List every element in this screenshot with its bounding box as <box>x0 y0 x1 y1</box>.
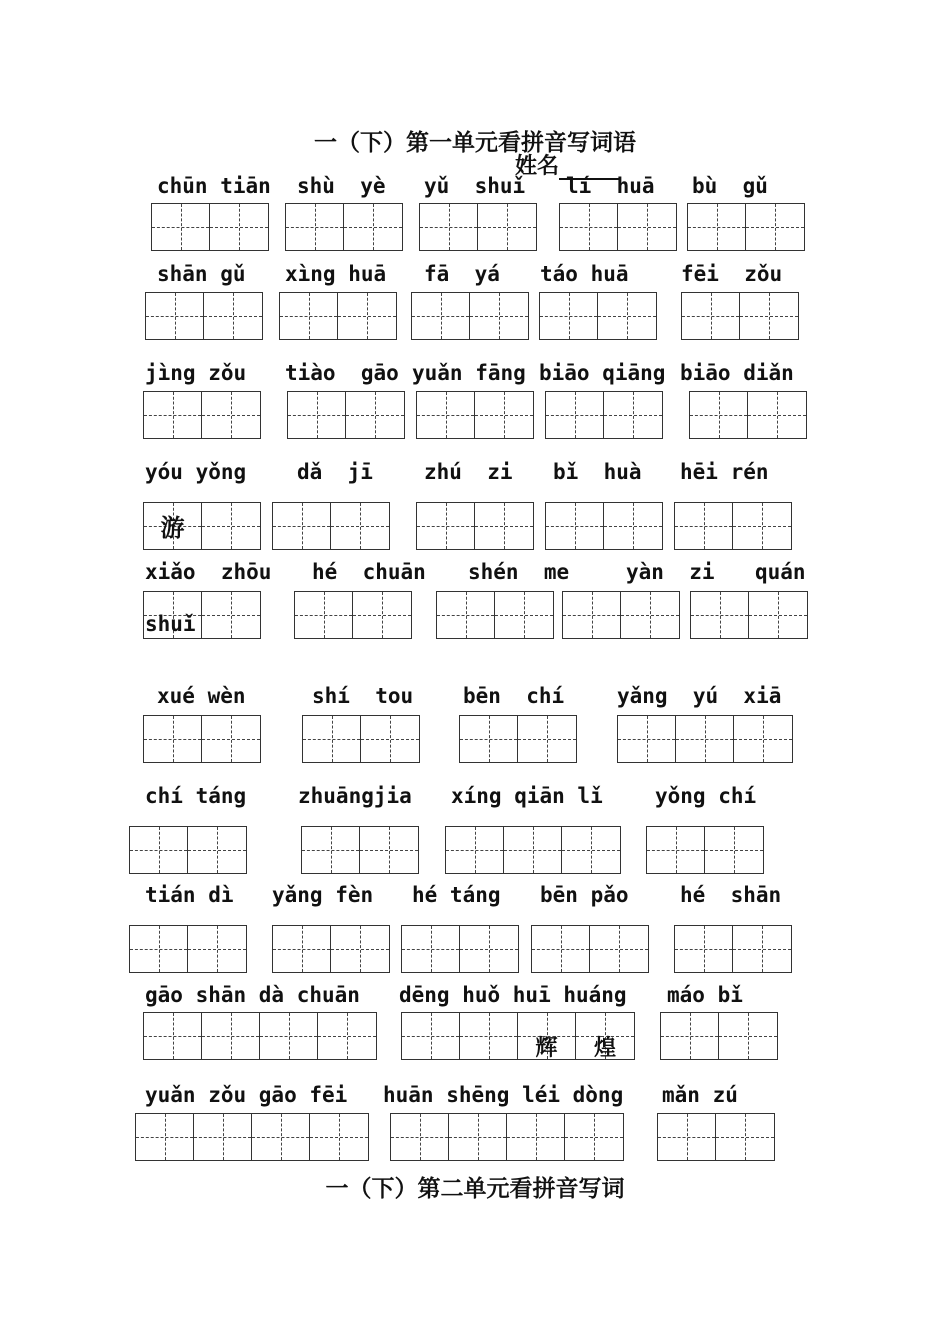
tianzige-box[interactable] <box>145 292 263 340</box>
tianzige-box[interactable] <box>416 391 534 439</box>
writing-cell[interactable] <box>252 1114 310 1160</box>
writing-cell[interactable] <box>546 503 604 549</box>
pinyin-prompt: hé shān <box>680 883 782 907</box>
tianzige-box[interactable] <box>690 591 808 639</box>
writing-cell[interactable] <box>202 592 260 638</box>
tianzige-box[interactable] <box>401 1012 635 1060</box>
writing-cell[interactable] <box>446 827 504 873</box>
writing-cell[interactable] <box>475 503 533 549</box>
pinyin-prompt: quán <box>755 560 806 584</box>
writing-cell[interactable] <box>598 293 656 339</box>
writing-cell[interactable] <box>518 716 576 762</box>
tianzige-box[interactable] <box>411 292 529 340</box>
writing-cell[interactable] <box>661 1013 719 1059</box>
pinyin-prompt: bù gǔ <box>692 174 768 198</box>
writing-cell[interactable] <box>749 592 807 638</box>
pinyin-prompt: máo bǐ <box>667 983 743 1007</box>
worksheet-title: 一（下）第一单元看拼音写词语 <box>314 129 636 156</box>
tianzige-box[interactable] <box>545 502 663 550</box>
writing-cell[interactable] <box>690 392 748 438</box>
pinyin-prompt: zhú zi <box>424 460 513 484</box>
pinyin-prompt: fā yá <box>424 262 500 286</box>
writing-cell[interactable] <box>682 293 740 339</box>
tianzige-box[interactable] <box>646 826 764 874</box>
writing-cell[interactable] <box>621 592 679 638</box>
pinyin-prompt: chí táng <box>145 784 247 808</box>
writing-cell[interactable] <box>560 204 618 250</box>
pinyin-prompt: xiǎo zhōu <box>145 560 272 584</box>
pinyin-prompt: biāo diǎn <box>680 361 794 385</box>
pinyin-prompt: shí tou <box>312 684 414 708</box>
writing-cell[interactable] <box>144 716 202 762</box>
tianzige-box[interactable] <box>143 591 261 639</box>
tianzige-box[interactable] <box>302 715 420 763</box>
filled-character: 辉 <box>535 1035 558 1061</box>
tianzige-box[interactable] <box>135 1113 369 1161</box>
tianzige-box[interactable] <box>559 203 677 251</box>
writing-cell[interactable] <box>136 1114 194 1160</box>
writing-cell[interactable] <box>286 204 344 250</box>
filled-character: 煌 <box>593 1035 616 1061</box>
writing-cell[interactable] <box>260 1013 318 1059</box>
writing-cell[interactable] <box>310 1114 368 1160</box>
writing-cell[interactable] <box>658 1114 716 1160</box>
writing-cell[interactable] <box>188 926 246 972</box>
tianzige-box[interactable] <box>129 826 247 874</box>
pinyin-prompt: tiào gāo <box>285 361 399 385</box>
tianzige-box[interactable] <box>151 203 269 251</box>
writing-cell[interactable] <box>618 204 676 250</box>
writing-cell[interactable] <box>194 1114 252 1160</box>
writing-cell[interactable] <box>470 293 528 339</box>
writing-cell[interactable] <box>391 1114 449 1160</box>
tianzige-box[interactable] <box>436 591 554 639</box>
writing-cell[interactable] <box>705 827 763 873</box>
writing-cell[interactable] <box>295 592 353 638</box>
writing-cell[interactable] <box>144 392 202 438</box>
tianzige-box[interactable] <box>539 292 657 340</box>
writing-cell[interactable] <box>302 827 360 873</box>
tianzige-box[interactable] <box>617 715 793 763</box>
filled-character: 游 <box>160 513 185 542</box>
pinyin-prompt: dēng huǒ huī huáng <box>399 983 627 1007</box>
pinyin-prompt: lí huā <box>566 174 655 198</box>
writing-cell[interactable] <box>449 1114 507 1160</box>
pinyin-prompt: hé táng <box>412 883 501 907</box>
tianzige-box[interactable] <box>689 391 807 439</box>
pinyin-prompt: bēn pǎo <box>540 883 629 907</box>
pinyin-prompt: dǎ jī <box>297 460 373 484</box>
pinyin-prompt: huān shēng léi dòng <box>383 1083 624 1107</box>
writing-cell[interactable] <box>353 592 411 638</box>
tianzige-box[interactable] <box>143 715 261 763</box>
pinyin-prompt: bēn chí <box>463 684 565 708</box>
writing-cell[interactable] <box>565 1114 623 1160</box>
pinyin-prompt: yuǎn zǒu gāo fēi <box>145 1083 348 1107</box>
pinyin-prompt: hēi rén <box>680 460 769 484</box>
pinyin-prompt: yóu yǒng <box>145 460 247 484</box>
writing-cell[interactable] <box>604 503 662 549</box>
pinyin-prompt: yàn zi <box>626 560 715 584</box>
pinyin-prompt: fēi zǒu <box>681 262 783 286</box>
writing-cell[interactable] <box>331 926 389 972</box>
writing-cell[interactable] <box>210 204 268 250</box>
writing-cell[interactable] <box>507 1114 565 1160</box>
writing-cell[interactable] <box>618 716 676 762</box>
tianzige-box[interactable] <box>445 826 621 874</box>
writing-cell[interactable] <box>130 926 188 972</box>
pinyin-prompt: hé chuān <box>312 560 426 584</box>
pinyin-prompt: jìng zǒu <box>145 361 247 385</box>
writing-cell[interactable] <box>478 204 536 250</box>
writing-cell[interactable] <box>532 926 590 972</box>
tianzige-box[interactable] <box>674 925 792 973</box>
writing-cell[interactable] <box>303 716 361 762</box>
writing-cell[interactable] <box>288 392 346 438</box>
pinyin-prompt: zhuāngjia <box>298 784 412 808</box>
writing-cell[interactable] <box>437 592 495 638</box>
pinyin-prompt: xíng qiān lǐ <box>451 784 603 808</box>
tianzige-box[interactable] <box>143 1012 377 1060</box>
writing-cell[interactable] <box>318 1013 376 1059</box>
writing-cell[interactable] <box>402 926 460 972</box>
writing-cell[interactable] <box>460 926 518 972</box>
writing-cell[interactable] <box>748 392 806 438</box>
tianzige-box[interactable] <box>419 203 537 251</box>
tianzige-box[interactable] <box>129 925 247 973</box>
pinyin-prompt: yuǎn fāng <box>412 361 526 385</box>
writing-cell[interactable] <box>331 503 389 549</box>
writing-cell[interactable] <box>144 1013 202 1059</box>
name-label: 姓名 <box>515 153 560 179</box>
writing-cell[interactable] <box>563 592 621 638</box>
writing-cell[interactable] <box>691 592 749 638</box>
writing-cell[interactable] <box>344 204 402 250</box>
writing-cell[interactable] <box>475 392 533 438</box>
tianzige-box[interactable] <box>681 292 799 340</box>
writing-cell[interactable] <box>273 926 331 972</box>
writing-cell[interactable] <box>202 392 260 438</box>
tianzige-box[interactable] <box>287 391 405 439</box>
writing-cell[interactable] <box>647 827 705 873</box>
writing-cell[interactable] <box>675 503 733 549</box>
pinyin-prompt: shù yè <box>297 174 386 198</box>
writing-cell[interactable] <box>675 926 733 972</box>
writing-cell[interactable] <box>420 204 478 250</box>
pinyin-prompt: xué wèn <box>157 684 246 708</box>
tianzige-box[interactable] <box>660 1012 778 1060</box>
writing-cell[interactable] <box>417 392 475 438</box>
pinyin-prompt: biāo qiāng <box>539 361 666 385</box>
tianzige-box[interactable] <box>545 391 663 439</box>
tianzige-box[interactable] <box>272 925 390 973</box>
pinyin-prompt: yǎng yú xiā <box>617 684 782 708</box>
writing-cell[interactable] <box>146 293 204 339</box>
writing-cell[interactable] <box>202 503 260 549</box>
writing-cell[interactable] <box>417 503 475 549</box>
next-unit-title: 一（下）第二单元看拼音写词 <box>325 1175 625 1202</box>
tianzige-box[interactable] <box>272 502 390 550</box>
writing-cell[interactable] <box>733 503 791 549</box>
writing-cell[interactable] <box>733 926 791 972</box>
writing-cell[interactable] <box>130 827 188 873</box>
writing-cell[interactable] <box>152 204 210 250</box>
pinyin-prompt: yǎng fèn <box>272 883 374 907</box>
writing-cell[interactable] <box>546 392 604 438</box>
tianzige-box[interactable] <box>390 1113 624 1161</box>
writing-cell[interactable] <box>676 716 734 762</box>
writing-cell[interactable] <box>590 926 648 972</box>
tianzige-box[interactable] <box>416 502 534 550</box>
writing-cell[interactable] <box>495 592 553 638</box>
writing-cell[interactable] <box>719 1013 777 1059</box>
writing-cell[interactable] <box>518 1013 576 1059</box>
writing-cell[interactable] <box>540 293 598 339</box>
pinyin-prompt: tián dì <box>145 883 234 907</box>
tianzige-box[interactable] <box>562 591 680 639</box>
tianzige-box[interactable] <box>279 292 397 340</box>
writing-cell[interactable] <box>204 293 262 339</box>
writing-cell[interactable] <box>688 204 746 250</box>
writing-cell[interactable] <box>460 716 518 762</box>
pinyin-prompt: táo huā <box>540 262 629 286</box>
writing-cell[interactable] <box>280 293 338 339</box>
tianzige-box[interactable] <box>687 203 805 251</box>
pinyin-prompt: mǎn zú <box>662 1083 738 1107</box>
pinyin-prompt: chūn tiān <box>157 174 271 198</box>
pinyin-prompt: gāo shān dà chuān <box>145 983 360 1007</box>
writing-cell[interactable] <box>604 392 662 438</box>
writing-cell[interactable] <box>740 293 798 339</box>
writing-cell[interactable] <box>273 503 331 549</box>
writing-cell[interactable] <box>338 293 396 339</box>
writing-cell[interactable] <box>402 1013 460 1059</box>
writing-cell[interactable] <box>346 392 404 438</box>
pinyin-prompt: yǔ shuǐ <box>424 174 526 198</box>
tianzige-box[interactable] <box>459 715 577 763</box>
writing-cell[interactable] <box>734 716 792 762</box>
pinyin-prompt: bǐ huà <box>553 460 642 484</box>
writing-cell[interactable] <box>202 1013 260 1059</box>
pinyin-prompt: yǒng chí <box>655 784 757 808</box>
writing-cell[interactable] <box>746 204 804 250</box>
tianzige-box[interactable] <box>657 1113 775 1161</box>
writing-cell[interactable] <box>504 827 562 873</box>
tianzige-box[interactable] <box>294 591 412 639</box>
writing-cell[interactable] <box>576 1013 634 1059</box>
writing-cell[interactable] <box>460 1013 518 1059</box>
writing-cell[interactable] <box>188 827 246 873</box>
filled-pinyin: shuǐ <box>145 612 196 636</box>
writing-cell[interactable] <box>412 293 470 339</box>
tianzige-box[interactable] <box>301 826 419 874</box>
tianzige-box[interactable] <box>143 391 261 439</box>
tianzige-box[interactable] <box>143 502 261 550</box>
pinyin-prompt: shén me <box>468 560 570 584</box>
writing-cell[interactable] <box>144 503 202 549</box>
writing-cell[interactable] <box>144 592 202 638</box>
tianzige-box[interactable] <box>674 502 792 550</box>
writing-cell[interactable] <box>202 716 260 762</box>
tianzige-box[interactable] <box>401 925 519 973</box>
tianzige-box[interactable] <box>531 925 649 973</box>
tianzige-box[interactable] <box>285 203 403 251</box>
writing-cell[interactable] <box>360 827 418 873</box>
writing-cell[interactable] <box>361 716 419 762</box>
writing-cell[interactable] <box>562 827 620 873</box>
pinyin-prompt: shān gǔ <box>157 262 246 286</box>
writing-cell[interactable] <box>716 1114 774 1160</box>
pinyin-prompt: xìng huā <box>285 262 387 286</box>
